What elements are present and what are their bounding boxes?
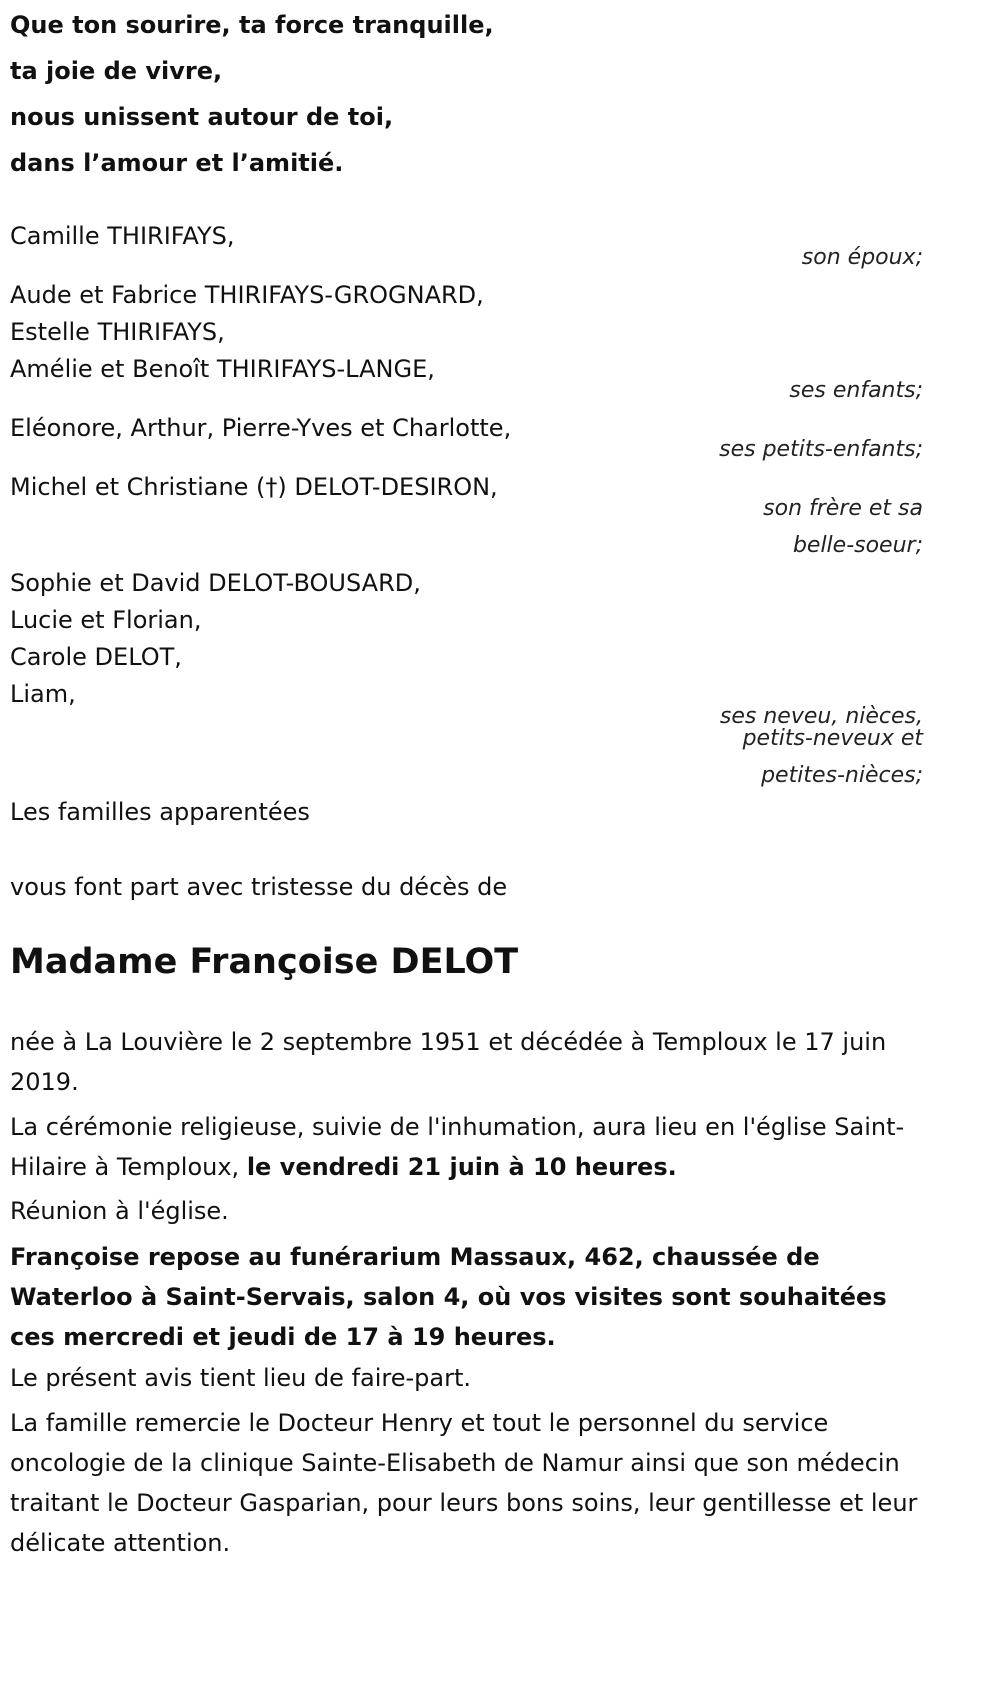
nephews-relation-line: petites-nièces;: [761, 763, 923, 788]
poem-line: dans l’amour et l’amitié.: [10, 149, 344, 177]
related-families: Les familles apparentées: [10, 798, 310, 826]
sibling-relation-line: son frère et sa: [763, 496, 923, 521]
nephew-name: Liam,: [10, 680, 76, 708]
child-name: Amélie et Benoît THIRIFAYS-LANGE,: [10, 355, 435, 383]
spouse-relation: son époux;: [801, 245, 923, 270]
child-name: Estelle THIRIFAYS,: [10, 318, 225, 346]
grandchildren-names: Eléonore, Arthur, Pierre-Yves et Charlotte,: [10, 414, 512, 442]
sibling-relation-line: belle-soeur;: [792, 533, 923, 558]
grandchildren-relation: ses petits-enfants;: [719, 437, 923, 462]
meeting-paragraph: Réunion à l'église.: [10, 1197, 229, 1225]
children-relation: ses enfants;: [789, 378, 923, 403]
child-name: Aude et Fabrice THIRIFAYS-GROGNARD,: [10, 281, 484, 309]
sibling-names: Michel et Christiane (†) DELOT-DESIRON,: [10, 473, 498, 501]
nephews-relation-line: petits-neveux et: [742, 726, 923, 751]
nephews-relation-line: ses neveu, nièces,: [719, 704, 923, 729]
poem-line: Que ton sourire, ta force tranquille,: [10, 11, 494, 39]
ceremony-date: le vendredi 21 juin à 10 heures.: [246, 1153, 677, 1181]
nephew-name: Lucie et Florian,: [10, 606, 202, 634]
thanks-paragraph: La famille remercie le Docteur Henry et tout le personnel du service oncologie de la clinique Sainte-Elisabeth de Namur ainsi que son médecin traitant le Docteur Gasparian, pour leurs bons soins, leur gentillesse et leur délicate attention.: [10, 1409, 918, 1557]
nephew-name: Sophie et David DELOT-BOUSARD,: [10, 569, 421, 597]
birth-death-paragraph: née à La Louvière le 2 septembre 1951 et décédée à Temploux le 17 juin 2019.: [10, 1028, 887, 1096]
ceremony-text: La cérémonie religieuse, suivie de l'inhumation, aura lieu en l'église Saint-Hilaire à Temploux,: [10, 1113, 905, 1181]
spouse-name: Camille THIRIFAYS,: [10, 222, 235, 250]
notice-paragraph: Le présent avis tient lieu de faire-part.: [10, 1364, 472, 1392]
funerarium-paragraph: Françoise repose au funérarium Massaux, 462, chaussée de Waterloo à Saint-Servais, salon 4, où vos visites sont souhaitées ces mercredi et jeudi de 17 à 19 heures.: [10, 1243, 887, 1351]
announcement-text: vous font part avec tristesse du décès de: [10, 873, 508, 901]
nephew-name: Carole DELOT,: [10, 643, 182, 671]
poem-line: ta joie de vivre,: [10, 57, 223, 85]
ceremony-paragraph: [10, 1107, 930, 1187]
deceased-name: Madame Françoise DELOT: [10, 942, 519, 982]
poem-line: nous unissent autour de toi,: [10, 103, 394, 131]
